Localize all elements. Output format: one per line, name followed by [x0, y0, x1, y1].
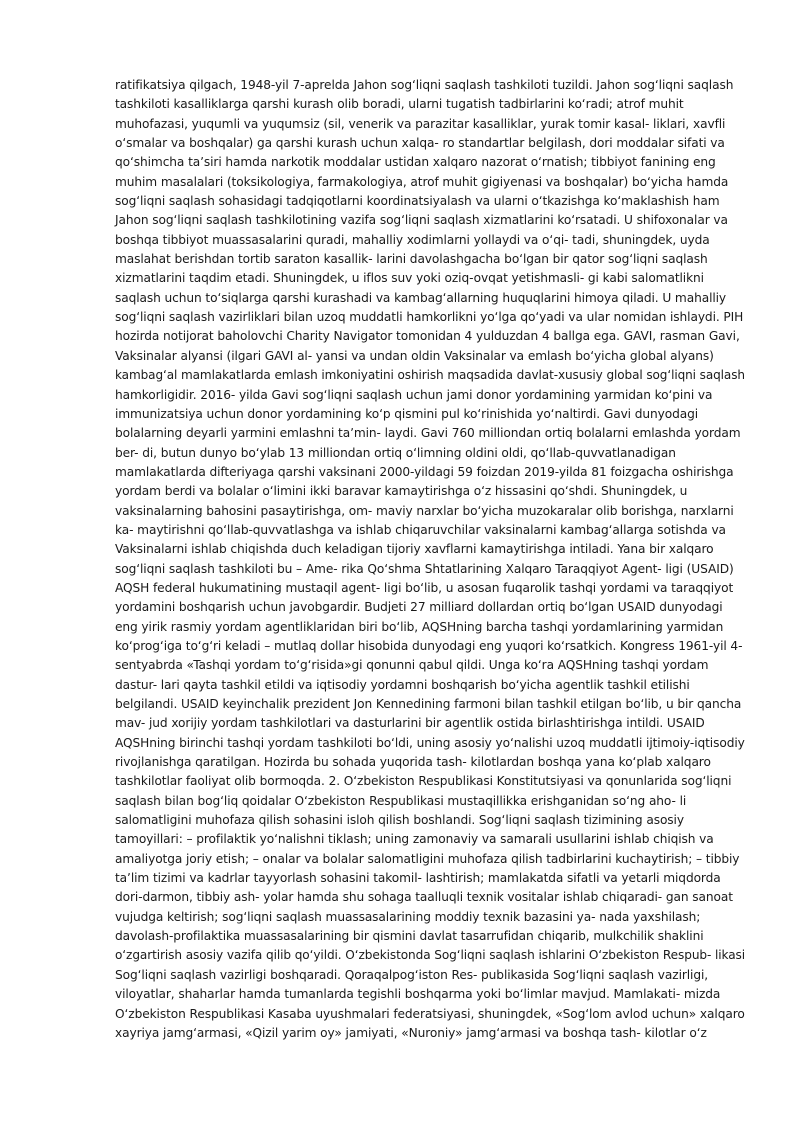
text-line: sogʻliqni saqlash tashkiloti bu – Ame- rika Qoʻshma Shtatlarining Xalqaro Taraqqiyot Agent- ligi (USAID) — [115, 561, 734, 576]
text-line: vujudga keltirish; sogʻliqni saqlash muassasalarining moddiy texnik bazasini ya- nada yaxshilash; — [115, 909, 701, 924]
text-line: Vaksinalarni ishlab chiqishda duch keladigan tijoriy xavflarni kamaytirishga intiladi. Yana bir xalqaro — [115, 542, 714, 557]
text-line: Oʻzbekiston Respublikasi Kasaba uyushmalari federatsiyasi, shuningdek, «Sogʻlom avlod uchun» xalqaro — [115, 1006, 745, 1021]
text-line: mamlakatlarda difteriyaga qarshi vaksinani 2000-yildagi 59 foizdan 2019-yilda 81 foizgacha oshirishga — [115, 464, 734, 479]
text-line: Vaksinalar alyansi (ilgari GAVI al- yansi va undan oldin Vaksinalar va emlash boʻyicha global alyans) — [115, 348, 714, 363]
text-line: dori-darmon, tibbiy ash- yolar hamda shu sohaga taalluqli texnik vositalar ishlab chiqaradi- gan sanoat — [115, 890, 733, 905]
text-line: ratifikatsiya qilgach, 1948-yil 7-aprelda Jahon sogʻliqni saqlash tashkiloti tuzildi. Jahon sogʻliqni saqlash — [115, 78, 734, 92]
text-line: hozirda notijorat baholovchi Charity Navigator tomonidan 4 yulduzdan 4 ballga ega. GAVI, rasman Gavi, — [115, 329, 740, 344]
text-line: tashkilotlar faoliyat olib bormoqda. 2. Oʻzbekiston Respublikasi Konstitutsiyasi va qonunlarida sogʻliqni — [115, 774, 732, 789]
text-line: saqlash uchun toʻsiqlarga qarshi kurashadi va kambagʻallarning huquqlarini himoya qiladi. U mahalliy — [115, 290, 727, 305]
text-line: yordam berdi va bolalar oʻlimini ikki baravar kamaytirishga oʻz hissasini qoʻshdi. Shuningdek, u — [115, 484, 688, 499]
text-line: salomatligini muhofaza qilish sohasini isloh qilish boshlandi. Sogʻliqni saqlash tizimining asosiy — [115, 813, 684, 828]
text-line: ber- di, butun dunyo boʻylab 13 milliondan ortiq oʻlimning oldini oldi, qoʻllab-quvvatlanadigan — [115, 445, 676, 460]
text-line: viloyatlar, shaharlar hamda tumanlarda tegishli boshqarma yoki boʻlimlar mavjud. Mamlakati- mizda — [115, 987, 721, 1002]
text-line: qoʻshimcha taʼsiri hamda narkotik moddalar ustidan xalqaro nazorat oʻrnatish; tibbiyot fanining eng — [115, 155, 716, 170]
text-line: muhofazasi, yuqumli va yuqumsiz (sil, venerik va parazitar kasalliklar, yurak tomir kasal- liklari, xavfli — [115, 116, 726, 131]
text-line: dastur- lari qayta tashkil etildi va iqtisodiy yordamni boshqarish boʻyicha agentlik tashkil etilishi — [115, 677, 690, 692]
text-line: yordamini boshqarish uchun javobgardir. Budjeti 27 milliard dollardan ortiq boʻlgan USAID dunyodagi — [115, 600, 723, 615]
text-line: oʻsmalar va boshqalar) ga qarshi kurash uchun xalqa- ro standartlar belgilash, dori moddalar sifati va — [115, 136, 725, 151]
text-line: hamkorligidir. 2016- yilda Gavi sogʻliqni saqlash uchun jami donor yordamining yarmidan koʻpini va — [115, 387, 713, 402]
text-line: ka- maytirishni qoʻllab-quvvatlashga va ishlab chiqaruvchilar vaksinalarni kambagʻallarga sotishda va — [115, 522, 726, 537]
text-line: Jahon sogʻliqni saqlash tashkilotining vazifa sogʻliqni saqlash xizmatlarini koʻrsatadi. U shifoxonalar va — [115, 213, 728, 228]
text-line: sogʻliqni saqlash vazirliklari bilan uzoq muddatli hamkorlikni yoʻlga qoʻyadi va ular nomidan ishlaydi. PIH — [115, 310, 744, 325]
text-line: mav- jud xorijiy yordam tashkilotlari va dasturlarini bir agentlik ostida birlashtirishga intildi. USAID — [115, 716, 705, 731]
text-line: oʻzgartirish asosiy vazifa qilib qoʻyildi. Oʻzbekistonda Sogʻliqni saqlash ishlarini Oʻzbekiston Respub- likasi — [115, 948, 746, 963]
text-line: sogʻliqni saqlash sohasidagi tadqiqotlarni koordinatsiyalash va ularni oʻtkazishga koʻmaklashish ham — [115, 194, 720, 209]
text-line: koʻprogʻiga toʻgʻri keladi – mutlaq dollar hisobida dunyodagi eng yuqori koʻrsatkich. Kongress 1961-yil 4- — [115, 638, 743, 653]
text-line: xayriya jamgʻarmasi, «Qizil yarim oy» jamiyati, «Nuroniy» jamgʻarmasi va boshqa tash- kilotlar oʻz — [115, 1025, 707, 1040]
text-line: bolalarning deyarli yarmini emlashni taʼmin- laydi. Gavi 760 milliondan ortiq bolalarni emlashda yordam — [115, 426, 741, 441]
text-line: belgilandi. USAID keyinchalik prezident Jon Kennedining farmoni bilan tashkil etilgan boʻlib, u bir qancha — [115, 697, 742, 711]
text-line: Sogʻliqni saqlash vazirligi boshqaradi. Qoraqalpogʻiston Res- publikasida Sogʻliqni saqlash vazirligi, — [115, 967, 709, 982]
text-line: xizmatlarini taqdim etadi. Shuningdek, u iflos suv yoki oziq-ovqat yetishmasli- gi kabi salomatlikni — [115, 271, 704, 286]
text-line: sentyabrda «Tashqi yordam toʻgʻrisida»gi qonunni qabul qildi. Unga koʻra AQSHning tashqi yordam — [115, 658, 709, 673]
text-line: eng yirik rasmiy yordam agentliklaridan biri boʻlib, AQSHning barcha tashqi yordamlarining yarmidan — [115, 619, 724, 634]
text-line: tashkiloti kasalliklarga qarshi kurash olib boradi, ularni tugatish tadbirlarini koʻradi; atrof muhit — [115, 97, 684, 112]
text-line: saqlash bilan bogʻliq qoidalar Oʻzbekiston Respublikasi mustaqillikka erishganidan soʻng aho- li — [115, 793, 687, 808]
text-line: AQSHning birinchi tashqi yordam tashkiloti boʻldi, uning asosiy yoʻnalishi uzoq muddatli ijtimoiy-iqtisodiy — [115, 735, 745, 750]
text-line: AQSH federal hukumatining mustaqil agent- ligi boʻlib, u asosan fuqarolik tashqi yordami va taraqqiyot — [115, 580, 734, 595]
text-line: boshqa tibbiyot muassasalarini quradi, mahalliy xodimlarni yollaydi va oʻqi- tadi, shuningdek, uyda — [115, 232, 710, 247]
text-line: amaliyotga joriy etish; – onalar va bolalar salomatligini muhofaza qilish tadbirlarini kuchaytirish; – tibbiy — [115, 851, 740, 866]
text-line: immunizatsiya uchun donor yordamining koʻp qismini pul koʻrinishida yoʻnaltirdi. Gavi dunyodagi — [115, 406, 699, 421]
text-line: taʼlim tizimi va kadrlar tayyorlash sohasini takomil- lashtirish; mamlakatda sifatli va yetarli miqdorda — [115, 871, 721, 886]
text-line: kambagʻal mamlakatlarda emlash imkoniyatini oshirish maqsadida davlat-xususiy global sogʻliqni saqlash — [115, 368, 745, 383]
text-line: tamoyillari: – profilaktik yoʻnalishni tiklash; uning zamonaviy va samarali usullarini ishlab chiqish va — [115, 832, 714, 847]
text-line: vaksinalarning bahosini pasaytirishga, om- maviy narxlar boʻyicha muzokaralar olib borishga, narxlarni — [115, 503, 734, 518]
body-text — [115, 76, 745, 1043]
text-line: maslahat berishdan tortib saraton kasallik- larini davolashgacha boʻlgan bir qator sogʻliqni saqlash — [115, 252, 708, 267]
text-line: davolash-profilaktika muassasalarining bir qismini davlat tasarrufidan chiqarib, mulkchilik shaklini — [115, 929, 704, 944]
text-line: rivojlanishga qaratilgan. Hozirda bu sohada yuqorida tash- kilotlardan boshqa yana koʻplab xalqaro — [115, 755, 711, 770]
text-line: muhim masalalari (toksikologiya, farmakologiya, atrof muhit gigiyenasi va boshqalar) boʻyicha hamda — [115, 174, 729, 189]
